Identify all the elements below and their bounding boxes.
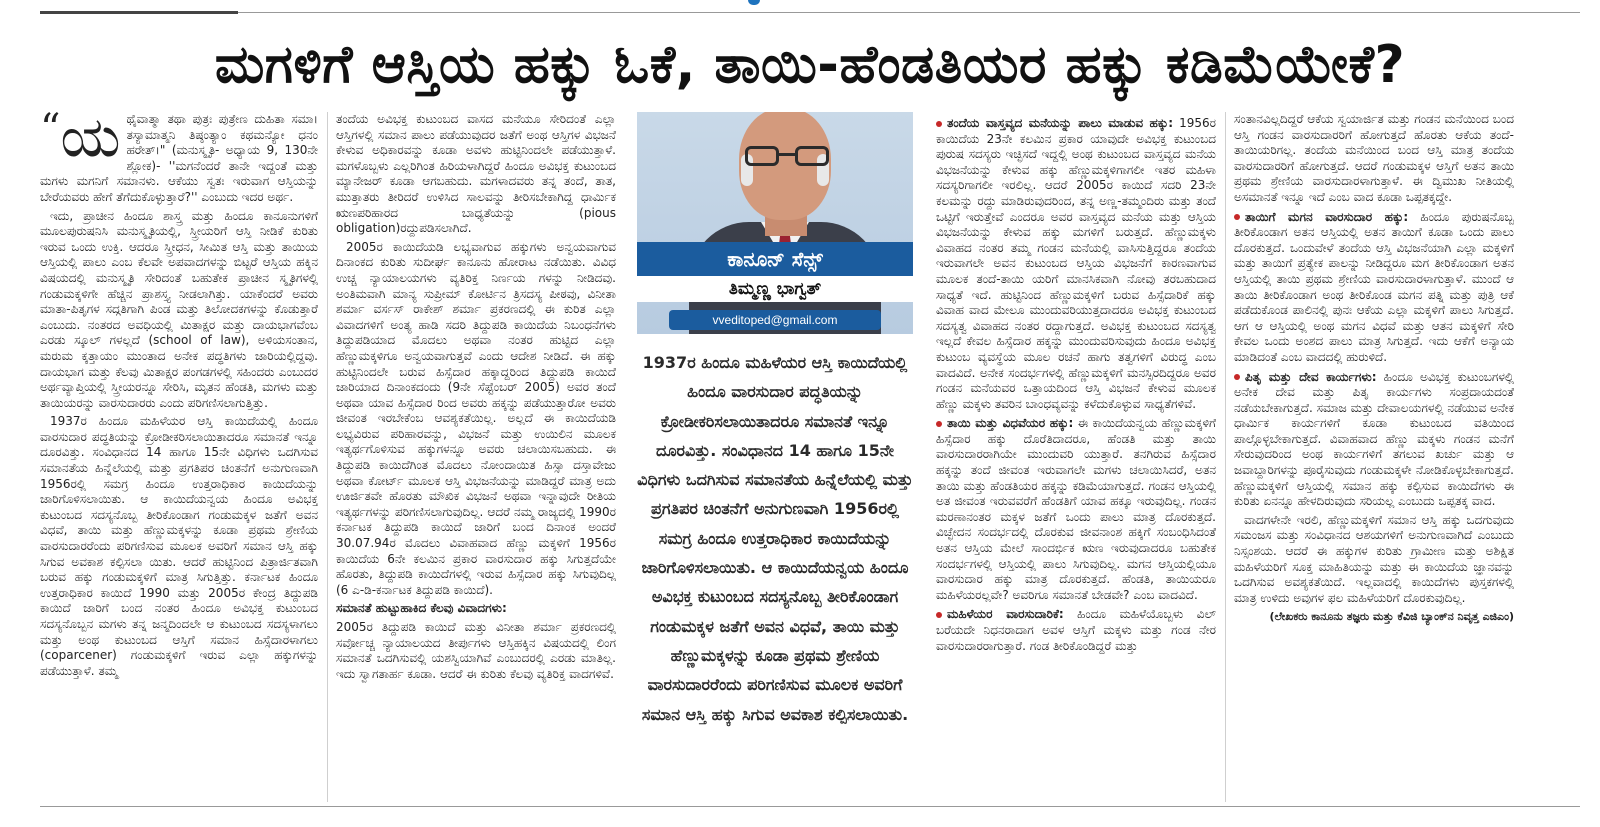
dropcap: “ಯ (40, 112, 121, 170)
bullet-point: ಮಹಿಳೆಯರ ವಾರಸುದಾರಿಕೆ: ಹಿಂದೂ ಮಹಿಳೆಯೊಬ್ಬಳು ವಿಲ್ ಬರೆಯದೇ ನಿಧನರಾದಾಗ ಅವಳ ಆಸ್ತಿಗೆ ಮಕ್ಕಳು ಮತ್ತು ಗಂಡ ನೇರ ವಾರಸುದಾರರಾಗುತ್ತಾರೆ. ಗಂಡ ತೀರಿಕೊಂಡಿದ್ದರೆ ಮತ್ತು (936, 607, 1216, 653)
body-paragraph: ಇದು, ಪ್ರಾಚೀನ ಹಿಂದೂ ಶಾಸ್ತ್ರ ಮತ್ತು ಹಿಂದೂ ಕಾನೂನುಗಳಿಗೆ ಮೂಲಪುರುಷನಿಸಿ ಮನುಸ್ಮೃತಿಯಲ್ಲಿ, ಸ್ತ್ರೀಯರಿಗೆ ಆಸ್ತಿ ನೀಡಿಕೆ ಕುರಿತು ಇರುವ ಒಂದು ಉಕ್ತಿ. ಆದರೂ ಸ್ತ್ರೀಧನ, ಸೀಮಿತ ಆಸ್ತಿ ಮತ್ತು ತಾಯಿಯ ಆಸ್ತಿಯಲ್ಲಿ ಪಾಲು ಎಂಬ ಕೆಲವೇ ಅಪವಾದಗಳನ್ನು ಬಿಟ್ಟರೆ ಆಸ್ತಿಯ ಹಕ್ಕಿನ ವಿಷಯದಲ್ಲಿ ಮನುಸ್ಮೃತಿ ಸೇರಿದಂತೆ ಬಹುತೇಕ ಪ್ರಾಚೀನ ಸ್ಮೃತಿಗಳಲ್ಲಿ ಗಂಡುಮಕ್ಕಳಿಗೇ ಹೆಚ್ಚಿನ ಪ್ರಾಶಸ್ತ್ಯ ನೀಡಲಾಗಿತ್ತು. ಯಾಕೆಂದರೆ ಅವರು ಮಾತಾ-ಪಿತೃಗಳ ಸದ್ಗತಿಗಾಗಿ ಪಿಂಡ ಮತ್ತು ತಿಲೋದಕಗಳನ್ನು ಕೊಡುತ್ತಾರೆ ಎಂಬುದು. ನಂತರದ ಅವಧಿಯಲ್ಲಿ ಮಿತಾಕ್ಷರ ಮತ್ತು ದಾಯಭಾಗವೆಂಬ ಎರಡು ಸ್ಕೂಲ್ ಗಳಲ್ಲದೆ (school of law), ಅಳಿಯಸಂತಾನ, ಮರುಮ ಕ್ಕತ್ತಾಯಂ ಮುಂತಾದ ಅನೇಕ ಪದ್ಧತಿಗಳು ಜಾರಿಯಲ್ಲಿದ್ದವು. ದಾಯಭಾಗ ಮತ್ತು ಕೆಲವು ಮಿತಾಕ್ಷರ ಪಂಗಡಗಳಲ್ಲಿ ಸಹಿಂದರು ಎಂಬುದರ ಅರ್ಥವ್ಯಾಪ್ತಿಯಲ್ಲಿ ಸ್ತ್ರೀಯರನ್ನೂ ಸೇರಿಸಿ, ಮೃತನ ಹೆಂಡತಿ, ಮಗಳು ಮತ್ತು ತಾಯಿಯರನ್ನು ವಾರಸುದಾರರು ಎಂದು ಪರಿಗಣಿಸಲಾಗುತ್ತಿತ್ತು. (40, 208, 318, 410)
body-paragraph: 2005ರ ಕಾಯಿದೆಯಡಿ ಲಭ್ಯವಾಗುವ ಹಕ್ಕುಗಳು ಅನ್ವಯವಾಗುವ ದಿನಾಂಕದ ಕುರಿತು ಸುದೀರ್ಘ ಕಾನೂನು ಹೋರಾಟ ನಡೆಯಿತು. ವಿವಿಧ ಉಚ್ಚ ನ್ಯಾಯಾಲಯಗಳು ವ್ಯತಿರಿಕ್ತ ನಿರ್ಣಯ ಗಳನ್ನು ನೀಡಿದವು. ಅಂತಿಮವಾಗಿ ಮಾನ್ಯ ಸುಪ್ರೀಮ್ ಕೋರ್ಟಿನ ತ್ರಿಸದಸ್ಯ ಪೀಠವು, ವಿನೀತಾ ಶರ್ಮಾ ವರ್ಸಸ್ ರಾಕೇಶ್ ಶರ್ಮಾ ಪ್ರಕರಣದಲ್ಲಿ ಈ ಕುರಿತ ಎಲ್ಲಾ ವಿವಾದಗಳಿಗೆ ಅಂತ್ಯ ಹಾಡಿ ಸದರಿ ತಿದ್ದುಪಡಿ ಕಾಯಿದೆಯ ನಿಬಂಧನೆಗಳು ತಿದ್ದುಪಡಿಯಾದ ಮೊದಲು ಅಥವಾ ನಂತರ ಹುಟ್ಟಿದ ಎಲ್ಲಾ ಹೆಣ್ಣುಮಕ್ಕಳಿಗೂ ಅನ್ವಯವಾಗುತ್ತವೆ ಎಂದು ಆದೇಶ ನೀಡಿದೆ. ಈ ಹಕ್ಕು ಹುಟ್ಟಿನಿಂದಲೇ ಬರುವ ಹಿಸ್ಸೆದಾರ ಹಕ್ಕಾದ್ದರಿಂದ ತಿದ್ದುಪಡಿ ಕಾಯಿದೆ ಜಾರಿಯಾದ ದಿನಾಂಕದಂದು (9ನೇ ಸೆಪ್ಟೆಂಬರ್ 2005) ಅವರ ತಂದೆ ಅಥವಾ ಯಾವ ಹಿಸ್ಸೆದಾರ ರಿಂದ ಅವರು ಹಕ್ಕನ್ನು ಪಡೆಯುತ್ತಾರೋ ಅವರು ಜೀವಂತ ಇರಬೇಕೆಂಬ ಆವಶ್ಯಕತೆಯಿಲ್ಲ. ಅಲ್ಲದೆ ಈ ಕಾಯಿದೆಯಡಿ ಲಭ್ಯವಿರುವ ಪರಿಹಾರವನ್ನು, ವಿಭಜನೆ ಮತ್ತು ಉಯಿಲಿನ ಮೂಲಕ ಇತ್ಯರ್ಥಗೊಳಿಸುವ ಹಕ್ಕುಗಳನ್ನೂ ಅವರು ಚಲಾಯಿಸಬಹುದು. ಈ ತಿದ್ದುಪಡಿ ಕಾಯಿದೆಗಿಂತ ಮೊದಲು ನೋಂದಾಯಿತ ಹಿಸ್ಸಾ ದಸ್ತಾವೇಜು ಅಥವಾ ಕೋರ್ಟ್ ಮೂಲಕ ಆಸ್ತಿ ವಿಭಜನೆಯನ್ನು ಮಾಡಿದ್ದರೆ ಮಾತ್ರ ಅದು ಊರ್ಜಿತವೇ ಹೊರತು ಮೌಖಿಕ ವಿಭಜನೆ ಅಥವಾ ಇನ್ನಾವುದೇ ರೀತಿಯ ಇತ್ಯರ್ಥಗಳನ್ನು ಪರಿಗಣಿಸಲಾಗುವುದಿಲ್ಲ. ಆದರೆ ನಮ್ಮ ರಾಜ್ಯದಲ್ಲಿ 1990ರ ಕರ್ನಾಟಕ ತಿದ್ದುಪಡಿ ಕಾಯಿದೆ ಜಾರಿಗೆ ಬಂದ ದಿನಾಂಕ ಅಂದರೆ 30.07.94ರ ಮೊದಲು ವಿವಾಹವಾದ ಹೆಣ್ಣು ಮಕ್ಕಳಿಗೆ 1956ರ ಕಾಯಿದೆಯ 6ನೇ ಕಲಮಿನ ಪ್ರಕಾರ ವಾರಸುದಾರ ಹಕ್ಕು ಸಿಗುತ್ತದೆಯೇ ಹೊರತು, ತಿದ್ದುಪಡಿ ಕಾಯಿದೆಗಳಲ್ಲಿ ಇರುವ ಹಿಸ್ಸೆದಾರ ಹಕ್ಕು ಸಿಗುವುದಿಲ್ಲ (6 ಎ-ಡಿ-ಕರ್ನಾಟಕ ತಿದ್ದುಪಡಿ ಕಾಯಿದೆ). (336, 239, 616, 597)
bullet-icon (1234, 374, 1240, 380)
body-paragraph: ಸಂತಾನವಿಲ್ಲದಿದ್ದರೆ ಆಕೆಯ ಸ್ವಯಾರ್ಜಿತ ಮತ್ತು ಗಂಡನ ಮನೆಯಿಂದ ಬಂದ ಆಸ್ತಿ ಗಂಡನ ವಾರಸುದಾರರಿಗೆ ಹೋಗುತ್ತದೆ ಹೊರತು ಆಕೆಯ ತಂದೆ-ತಾಯಿಯರಿಗಲ್ಲ. ತಂದೆಯ ಮನೆಯಿಂದ ಬಂದ ಆಸ್ತಿ ಮಾತ್ರ ತಂದೆಯ ವಾರಸುದಾರರಿಗೆ ಹೋಗುತ್ತದೆ. ಆದರೆ ಗಂಡುಮಕ್ಕಳ ಆಸ್ತಿಗೆ ಅತನ ತಾಯಿ ಪ್ರಥಮ ಶ್ರೇಣಿಯ ವಾರಸುದಾರಳಾಗುತ್ತಾಳೆ. ಈ ದ್ವಿಮುಖ ನೀತಿಯಲ್ಲಿ ಅಸಮಾನತೆ ಇನ್ನೂ ಇದೆ ಎಂಬ ವಾದ ಕೂಡಾ ಒಪ್ಪತಕ್ಕದ್ದೇ. (1234, 112, 1514, 204)
columnist-photo-panel (637, 112, 913, 334)
pull-quote: 1937ರ ಹಿಂದೂ ಮಹಿಳೆಯರ ಆಸ್ತಿ ಕಾಯಿದೆಯಲ್ಲಿ ಹಿಂದೂ ವಾರಸುದಾರ ಪದ್ಧತಿಯನ್ನು ಕ್ರೋಡೀಕರಿಸಲಾಯಿತಾದರೂ ಸಮಾನತೆ ಇನ್ನೂ ದೂರವಿತ್ತು. ಸಂವಿಧಾನದ 14 ಹಾಗೂ 15ನೇ ವಿಧಿಗಳು ಒದಗಿಸುವ ಸಮಾನತೆಯ ಹಿನ್ನೆಲೆಯಲ್ಲಿ ಮತ್ತು ಪ್ರಗತಿಪರ ಚಿಂತನೆಗೆ ಅನುಗುಣವಾಗಿ 1956ರಲ್ಲಿ ಸಮಗ್ರ ಹಿಂದೂ ಉತ್ತರಾಧಿಕಾರ ಕಾಯಿದೆಯನ್ನು ಜಾರಿಗೊಳಿಸಲಾಯಿತು. ಆ ಕಾಯಿದೆಯನ್ವಯ ಹಿಂದೂ ಅವಿಭಕ್ತ ಕುಟುಂಬದ ಸದಸ್ಯನೊಬ್ಬ ತೀರಿಕೊಂಡಾಗ ಗಂಡುಮಕ್ಕಳ ಜತೆಗೆ ಅವನ ವಿಧವೆ, ತಾಯಿ ಮತ್ತು ಹೆಣ್ಣುಮಕ್ಕಳನ್ನು ಕೂಡಾ ಪ್ರಥಮ ಶ್ರೇಣಿಯ ವಾರಸುದಾರರೆಂದು ಪರಿಗಣಿಸುವ ಮೂಲಕ ಅವರಿಗೆ ಸಮಾನ ಆಸ್ತಿ ಹಕ್ಕು ಸಿಗುವ ಅವಕಾಶ ಕಲ್ಪಿಸಲಾಯಿತು. (637, 353, 913, 724)
bullet-icon (936, 121, 942, 127)
column-divider (1225, 112, 1226, 802)
top-marker (748, 0, 760, 5)
article-headline: ಮಗಳಿಗೆ ಆಸ್ತಿಯ ಹಕ್ಕು ಓಕೆ, ತಾಯಿ-ಹೆಂಡತಿಯರ ಹಕ್ಕು ಕಡಿಮೆಯೇಕೆ? (214, 35, 1406, 95)
bullet-point: ತಂದೆಯ ವಾಸ್ತವ್ಯದ ಮನೆಯನ್ನು ಪಾಲು ಮಾಡುವ ಹಕ್ಕು: 1956ರ ಕಾಯಿದೆಯ 23ನೇ ಕಲಮಿನ ಪ್ರಕಾರ ಯಾವುದೇ ಅವಿಭಕ್ತ ಕುಟುಂಬದ ಪುರುಷ ಸದಸ್ಯರು ಇಚ್ಛಿಸದೆ ಇದ್ದಲ್ಲಿ ಅಂಥ ಕುಟುಂಬದ ವಾಸ್ತವ್ಯದ ಮನೆಯ ವಿಭಜನೆಯನ್ನು ಕೇಳುವ ಹಕ್ಕು ಹೆಣ್ಣುಮಕ್ಕಳಿಗಾಗಲೀ ಇತರ ಮಹಿಳಾ ಸದಸ್ಯರಿಗಾಗಲೀ ಇರಲಿಲ್ಲ. ಆದರೆ 2005ರ ಕಾಯಿದೆ ಸದರಿ 23ನೇ ಕಲಮನ್ನು ರದ್ದು ಮಾಡಿರುವುದರಿಂದ, ತನ್ನ ಅಣ್ಣ-ತಮ್ಮಂದಿರು ಮತ್ತು ತಂದೆ ಒಟ್ಟಿಗೆ ಇರುತ್ತೇವೆ ಎಂದರೂ ಅವರ ವಾಸ್ತವ್ಯದ ಮನೆಯ ಮತ್ತು ಆಸ್ತಿಯ ವಿಭಜನೆಯನ್ನು ಕೇಳುವ ಹಕ್ಕು ಮಗಳಿಗೆ ಬರುತ್ತದೆ. ಹೆಣ್ಣುಮಕ್ಕಳು ವಿವಾಹದ ನಂತರ ತಮ್ಮ ಗಂಡನ ಮನೆಯಲ್ಲಿ ವಾಸಿಸುತ್ತಿದ್ದರೂ ತಂದೆಯ ಇರುವಾಗಲೇ ಅವನ ಕುಟುಂಬದ ಆಸ್ತಿಯ ವಿಭಜನೆಗೆ ಕಾರಣವಾಗುವ ಮೂಲಕ ತಂದೆ-ತಾಯಿ ಯರಿಗೆ ಮಾನಸಿಕವಾಗಿ ನೋವು ತರಬಹುದಾದ ಸಾಧ್ಯತೆ ಇದೆ. ಹುಟ್ಟಿನಿಂದ ಹೆಣ್ಣುಮಕ್ಕಳಿಗೆ ಬರುವ ಹಿಸ್ಸೆದಾರಿಕೆ ಹಕ್ಕು ವಿವಾಹ ವಾದ ಮೇಲೂ ಮುಂದುವರಿಯುತ್ತದಾದರೂ ಅವಿಭಕ್ತ ಕುಟುಂಬದ ಸದಸ್ಯತ್ವ ವಿವಾಹದ ನಂತರ ರದ್ದಾಗುತ್ತದೆ. ಅವಿಭಕ್ತ ಕುಟುಂಬದ ಸದಸ್ಯತ್ವ ಇಲ್ಲದೆ ಕೇವಲ ಹಿಸ್ಸೆದಾರ ಹಕ್ಕನ್ನು ಮುಂದುವರಿಸುವುದು ಹಿಂದೂ ಅವಿಭಕ್ತ ಕುಟುಂಬ ವ್ಯವಸ್ಥೆಯ ಮೂಲ ರಚನೆ ಹಾಗು ತತ್ವಗಳಿಗೆ ವಿರುದ್ಧ ಎಂಬ ವಾದವಿದೆ. ಅನೇಕ ಸಂದರ್ಭಗಳಲ್ಲಿ ಹೆಣ್ಣುಮಕ್ಕಳಿಗೆ ಮನಸ್ಸಿರದಿದ್ದರೂ ಅವರ ಗಂಡನ ಮನೆಯವರ ಒತ್ತಾಯದಿಂದ ಆಸ್ತಿ ವಿಭಜನೆ ಕೇಳುವ ಮೂಲಕ ಹೆಣ್ಣು ಮಕ್ಕಳು ತವರಿನ ಬಾಂಧವ್ಯವನ್ನು ಕಳೆದುಕೊಳ್ಳುವ ಸಾಧ್ಯತೆಗಳಿವೆ. (936, 116, 1216, 411)
bullet-icon (1234, 214, 1240, 220)
article-column-1 (40, 112, 318, 802)
bullet-point: ಪಿತೃ ಮತ್ತು ದೇವ ಕಾರ್ಯಗಳು: ಹಿಂದೂ ಅವಿಭಕ್ತ ಕುಟುಂಬಗಳಲ್ಲಿ ಅನೇಕ ದೇವ ಮತ್ತು ಪಿತೃ ಕಾರ್ಯಗಳು ಸಂಪ್ರದಾಯದಂತೆ ನಡೆಯಬೇಕಾಗುತ್ತದೆ. ಸಮಾಜ ಮತ್ತು ದೇವಾಲಯಗಳಲ್ಲಿ ನಡೆಯುವ ಅನೇಕ ಧಾರ್ಮಿಕ ಕಾರ್ಯಗಳಿಗೆ ಕೂಡಾ ಕುಟುಂಬದ ವತಿಯಿಂದ ಪಾಲ್ಗೊಳ್ಳಬೇಕಾಗುತ್ತದೆ. ವಿವಾಹವಾದ ಹೆಣ್ಣು ಮಕ್ಕಳು ಗಂಡನ ಮನೆಗೆ ಸೇರುವುದರಿಂದ ಅಂಥ ಕಾರ್ಯಗಳಿಗೆ ತಗಲುವ ಖರ್ಚು ಮತ್ತು ಆ ಜವಾಬ್ದಾರಿಗಳನ್ನು ಪೂರೈಸುವುದು ಗಂಡುಮಕ್ಕಳೇ ನೋಡಿಕೊಳ್ಳಬೇಕಾಗುತ್ತದೆ. ಹೆಣ್ಣುಮಕ್ಕಳಿಗೆ ಆಸ್ತಿಯಲ್ಲಿ ಸಮಾನ ಹಕ್ಕು ಕಲ್ಪಿಸುವ ಕಾಯಿದೆಗಳು ಈ ಕುರಿತು ಏನನ್ನೂ ಹೇಳದಿರುವುದು ಸರಿಯಲ್ಲ ಎಂಬುದು ಒಪ್ಪತಕ್ಕ ವಾದ. (1234, 369, 1514, 509)
body-paragraph: ವಾದಗಳೇನೇ ಇರಲಿ, ಹೆಣ್ಣುಮಕ್ಕಳಿಗೆ ಸಮಾನ ಆಸ್ತಿ ಹಕ್ಕು ಒದಗುವುದು ಸಮಂಜಸ ಮತ್ತು ಸಂವಿಧಾನದ ಆಶಯಗಳಿಗೆ ಅನುಗುಣವಾಗಿದೆ ಎಂಬುದು ನಿಸ್ಸಂಶಯ. ಆದರೆ ಈ ಹಕ್ಕುಗಳ ಕುರಿತು ಗ್ರಾಮೀಣ ಮತ್ತು ಅಶಿಕ್ಷಿತ ಮಹಿಳೆಯರಿಗೆ ಸೂಕ್ತ ಮಾಹಿತಿಯನ್ನು ಮತ್ತು ಈ ಕಾಯಿದೆಯ ಜ್ಞಾನವನ್ನು ಒದಗಿಸುವ ಅವಶ್ಯಕತೆಯಿದೆ. ಇಲ್ಲವಾದಲ್ಲಿ ಕಾಯಿದೆಗಳು ಪುಸ್ತಕಗಳಲ್ಲಿ ಮಾತ್ರ ಉಳಿದು ಅವುಗಳ ಫಲ ಮಹಿಳೆಯರಿಗೆ ದೊರಕುವುದಿಲ್ಲ. (1234, 512, 1514, 605)
article-column-2 (336, 112, 616, 802)
bullet-point: ತಾಯಿಗೆ ಮಗನ ವಾರಸುದಾರ ಹಕ್ಕು: ಹಿಂದೂ ಪುರುಷನೊಬ್ಬ ತೀರಿಕೊಂಡಾಗ ಅತನ ಆಸ್ತಿಯಲ್ಲಿ ಅತನ ತಾಯಿಗೆ ಕೂಡಾ ಒಂದು ಪಾಲು ದೊರಕುತ್ತದೆ. ಒಂದುವೇಳೆ ತಂದೆಯ ಆಸ್ತಿ ವಿಭಜನೆಯಾಗಿ ಎಲ್ಲಾ ಮಕ್ಕಳಿಗೆ ಮತ್ತು ತಾಯಿಗೆ ಪ್ರತ್ಯೇಕ ಪಾಲನ್ನು ನೀಡಿದ್ದರೂ ಮಗ ತೀರಿಕೊಂಡಾಗ ಅತನ ಆಸ್ತಿಯಲ್ಲಿ ತಾಯಿ ಪ್ರಥಮ ಶ್ರೇಣಿಯ ವಾರಸುದಾರಳಾಗುತ್ತಾಳೆ. ಮುಂದೆ ಆ ತಾಯಿ ತೀರಿಕೊಂಡಾಗ ಅಂಥ ತೀರಿಕೊಂಡ ಮಗನ ಪತ್ನಿ ಮತ್ತು ಪುತ್ರಿ ಆಕೆ ಪಡೆದುಕೊಂಡ ಪಾಲಿನಲ್ಲಿ ಪುನಃ ಆಕೆಯ ಎಲ್ಲಾ ಮಕ್ಕಳಿಗೆ ಪಾಲು ಸಿಗುತ್ತದೆ. ಆಗ ಆ ಆಸ್ತಿಯಲ್ಲಿ ಅಂಥ ಮಗನ ವಿಧವೆ ಮತ್ತು ಆತನ ಮಕ್ಕಳಿಗೆ ಸೇರಿ ಕೇವಲ ಒಂದು ಅಂಶದ ಪಾಲು ಮಾತ್ರ ಸಿಗುತ್ತದೆ. ಇದು ಆಕೆಗೆ ಅನ್ಯಾಯ ಮಾಡಿದಂತೆ ಎಂಬ ವಾದದಲ್ಲಿ ಹುರುಳಿದೆ. (1234, 209, 1514, 364)
body-paragraph: ತಂದೆಯ ಅವಿಭಕ್ತ ಕುಟುಂಬದ ವಾಸದ ಮನೆಯೂ ಸೇರಿದಂತೆ ಎಲ್ಲಾ ಆಸ್ತಿಗಳಲ್ಲಿ ಸಮಾನ ಪಾಲು ಪಡೆಯುವುದರ ಜತೆಗೆ ಅಂಥ ಆಸ್ತಿಗಳ ವಿಭಜನೆ ಕೇಳುವ ಅಧಿಕಾರವನ್ನು ಕೂಡಾ ಅವಳು ಹುಟ್ಟಿನಿಂದಲೇ ಪಡೆಯುತ್ತಾಳೆ. ಮಗಳೊಬ್ಬಳು ಎಲ್ಲರಿಗಿಂತ ಹಿರಿಯಳಾಗಿದ್ದರೆ ಹಿಂದೂ ಅವಿಭಕ್ತ ಕುಟುಂಬದ ಮ್ಯಾನೇಜರ್ ಕೂಡಾ ಆಗಬಹುದು. ಮಗಳಾದವರು ತನ್ನ ತಂದೆ, ತಾತ, ಮುತ್ತಾತರು ತೀರಿದರೆ ಉಳಿಸಿದ ಸಾಲವನ್ನು ತೀರಿಸಬೇಕಾಗಿದ್ದ ಧಾರ್ಮಿಕ ಋಣಪರಿಹಾರದ ಬಾಧ್ಯತೆಯನ್ನು (pious obligation)ರದ್ದುಪಡಿಸಲಾಗಿದೆ. (336, 112, 616, 236)
author-email[interactable]: vveditoped@gmail.com (669, 310, 881, 330)
top-rule-accent (40, 11, 238, 14)
bullet-icon (936, 612, 942, 618)
author-name: ತಿಮ್ಮಣ್ಣ ಭಾಗ್ವತ್ (637, 276, 913, 302)
bullet-icon (936, 421, 942, 427)
body-paragraph: 1937ರ ಹಿಂದೂ ಮಹಿಳೆಯರ ಆಸ್ತಿ ಕಾಯಿದೆಯಲ್ಲಿ ಹಿಂದೂ ವಾರಸುದಾರ ಪದ್ಧತಿಯನ್ನು ಕ್ರೋಡೀಕರಿಸಲಾಯಿತಾದರೂ ಸಮಾನತೆ ಇನ್ನೂ ದೂರವಿತ್ತು. ಸಂವಿಧಾನದ 14 ಹಾಗೂ 15ನೇ ವಿಧಿಗಳು ಒದಗಿಸುವ ಸಮಾನತೆಯ ಹಿನ್ನೆಲೆಯಲ್ಲಿ ಮತ್ತು ಪ್ರಗತಿಪರ ಚಿಂತನೆಗೆ ಅನುಗುಣವಾಗಿ 1956ರಲ್ಲಿ ಸಮಗ್ರ ಹಿಂದೂ ಉತ್ತರಾಧಿಕಾರ ಕಾಯಿದೆಯನ್ನು ಜಾರಿಗೊಳಿಸಲಾಯಿತು. ಆ ಕಾಯಿದೆಯನ್ವಯ ಹಿಂದೂ ಅವಿಭಕ್ತ ಕುಟುಂಬದ ಸದಸ್ಯನೊಬ್ಬ ತೀರಿಕೊಂಡಾಗ ಗಂಡುಮಕ್ಕಳ ಜತೆಗೆ ಅವನ ವಿಧವೆ, ತಾಯಿ ಮತ್ತು ಹೆಣ್ಣುಮಕ್ಕಳನ್ನು ಕೂಡಾ ಪ್ರಥಮ ಶ್ರೇಣಿಯ ವಾರಸುದಾರರೆಂದು ಪರಿಗಣಿಸುವ ಮೂಲಕ ಅವರಿಗೆ ಸಮಾನ ಆಸ್ತಿ ಹಕ್ಕು ಸಿಗುವ ಅವಕಾಶ ಕಲ್ಪಿಸಲಾ ಯಿತು. ಆದರೆ ಹುಟ್ಟಿನಿಂದ ಪಿತ್ರಾರ್ಜಿತವಾಗಿ ಬರುವ ಹಕ್ಕು ಗಂಡುಮಕ್ಕಳಿಗೆ ಮಾತ್ರ ಸಿಗುತ್ತಿತ್ತು. ಕರ್ನಾಟಕ ಹಿಂದೂ ಉತ್ತರಾಧಿಕಾರ ಕಾಯಿದೆ 1990 ಮತ್ತು 2005ರ ಕೇಂದ್ರ ತಿದ್ದುಪಡಿ ಕಾಯಿದೆ ಜಾರಿಗೆ ಬಂದ ನಂತರ ಹಿಂದೂ ಅವಿಭಕ್ತ ಕುಟುಂಬದ ಸದಸ್ಯನೊಬ್ಬನ ಮಗಳು ತನ್ನ ಜನ್ಮದಿಂದಲೇ ಆ ಕುಟುಂಬದ ಸದಸ್ಯಳಾಗಲು ಮತ್ತು ಅಂಥ ಕುಟುಂಬದ ಆಸ್ತಿಗೆ ಸಮಾನ ಹಿಸ್ಸೆದಾರಳಾಗಲು (coparcener) ಗಂಡುಮಕ್ಕಳಿಗೆ ಇರುವ ಎಲ್ಲಾ ಹಕ್ಕುಗಳನ್ನು ಪಡೆಯುತ್ತಾಳೆ. ತಮ್ಮ (40, 414, 318, 678)
column-divider (327, 112, 328, 802)
opening-paragraph: “ಯ ಥೈವಾತ್ಮಾ ತಥಾ ಪುತ್ರಃ ಪುತ್ರೇಣ ದುಹಿತಾ ಸಮಾ। ತಸ್ಯಾಮಾತ್ಮನಿ ತಿಷ್ಠಂತ್ಯಾಂ ಕಥಮನ್ಯೋ ಧನಂ ಹರೇತ್।" (ಮನುಸ್ಮೃತಿ- ಅಧ್ಯಾಯ 9, 130ನೇ ಶ್ಲೋಕ)- ''ಮಗನೆಂದರೆ ತಾನೇ ಇದ್ದಂತೆ ಮತ್ತು ಮಗಳು ಮಗನಿಗೆ ಸಮಾನಳು. ಆಕೆಯು ಸ್ವತಃ ಇರುವಾಗ ಆಸ್ತಿಯನ್ನು ಬೇರೆಯವರು ಹೇಗೆ ತೆಗೆದುಕೊಳ್ಳುತ್ತಾರೆ?'' ಎಂಬುದು ಇದರ ಅರ್ಥ. (40, 112, 318, 204)
bottom-rule (40, 806, 1580, 807)
author-credit: (ಲೇಖಕರು ಕಾನೂನು ತಜ್ಞರು ಮತ್ತು ಕೆವಿಜಿ ಬ್ಯಾಂಕ್‌ನ ನಿವೃತ್ತ ಎಜಿಎಂ) (1269, 610, 1514, 624)
section-subhead: ಸಮಾನತೆ ಹುಟ್ಟುಹಾಕಿದ ಕೆಲವು ವಿವಾದಗಳು: (336, 601, 507, 616)
body-paragraph: 2005ರ ತಿದ್ದುಪಡಿ ಕಾಯಿದೆ ಮತ್ತು ವಿನೀತಾ ಶರ್ಮಾ ಪ್ರಕರಣದಲ್ಲಿ ಸರ್ವೋಚ್ಚ ನ್ಯಾಯಾಲಯದ ತೀರ್ಪುಗಳು ಆಸ್ತಿಹಕ್ಕಿನ ವಿಷಯದಲ್ಲಿ ಲಿಂಗ ಸಮಾನತೆ ಒದಗಿಸುವಲ್ಲಿ ಯಶಸ್ವಿಯಾಗಿವೆ ಎಂಬುದರಲ್ಲಿ ಎರಡು ಮಾತಿಲ್ಲ. ಇದು ಸ್ವಾಗತಾರ್ಹ ಕೂಡಾ. ಆದರೆ ಈ ಕುರಿತು ಕೆಲವು ವ್ಯತಿರಿಕ್ತ ವಾದಗಳಿವೆ. (336, 620, 616, 681)
column-name-banner: ಕಾನೂನ್ ಸೆನ್ಸ್ (637, 242, 913, 276)
bullet-point: ತಾಯಿ ಮತ್ತು ವಿಧವೆಯರ ಹಕ್ಕು: ಈ ಕಾಯಿದೆಯನ್ವಯ ಹೆಣ್ಣುಮಕ್ಕಳಿಗೆ ಹಿಸ್ಸೆದಾರ ಹಕ್ಕು ದೊರೆತಿದಾದರೂ, ಹೆಂಡತಿ ಮತ್ತು ತಾಯಿ ವಾರಸುದಾರರಾಗಿಯೇ ಮುಂದುವರಿ ಯುತ್ತಾರೆ. ತನಗಿರುವ ಹಿಸ್ಸೆದಾರ ಹಕ್ಕನ್ನು ತಂದೆ ಜೀವಂತ ಇರುವಾಗಲೇ ಮಗಳು ಚಲಾಯಿಸಿದರೆ, ಅತನ ತಾಯಿ ಮತ್ತು ಹೆಂಡತಿಯರ ಹಕ್ಕನ್ನು ಕಡಿಮೆಯಾಗುತ್ತದೆ. ಗಂಡನ ಆಸ್ತಿಯಲ್ಲಿ ಅತ ಜೀವಂತ ಇರುವವರೆಗೆ ಹೆಂಡತಿಗೆ ಯಾವ ಹಕ್ಕೂ ಇರುವುದಿಲ್ಲ. ಗಂಡನ ಮರಣಾನಂತರ ಮಕ್ಕಳ ಜತೆಗೆ ಒಂದು ಪಾಲು ಮಾತ್ರ ದೊರಕುತ್ತದೆ. ವಿಚ್ಛೇದನ ಸಂದರ್ಭದಲ್ಲಿ ದೊರಕುವ ಜೀವನಾಂಶ ಹಕ್ಕಿಗೆ ಸಂಬಂಧಿಸಿದಂತೆ ಅತನ ಆಸ್ತಿಯ ಮೇಲೆ ಸಾಂದರ್ಭಿಕ ಋಣ ಇರುವುದಾದರೂ ಬಹುತೇಕ ಸಂದರ್ಭಗಳಲ್ಲಿ ಆಸ್ತಿಯಲ್ಲಿ ಪಾಲು ಸಿಗುವುದಿಲ್ಲ. ಮಗನ ಆಸ್ತಿಯಲ್ಲಿಯೂ ವಾರಸುದಾರ ಹಕ್ಕು ಮಾತ್ರ ದೊರಕುತ್ತದೆ. ಹೆಂಡತಿ, ತಾಯಿಯರೂ ಮಹಿಳೆಯರಲ್ಲವೇ? ಅವರಿಗೂ ಸಮಾನತೆ ಬೇಡವೇ? ಎಂಬ ವಾದವಿದೆ. (936, 416, 1216, 602)
top-rule (40, 12, 1580, 13)
article-column-4 (1234, 112, 1514, 802)
article-column-3 (936, 112, 1216, 802)
